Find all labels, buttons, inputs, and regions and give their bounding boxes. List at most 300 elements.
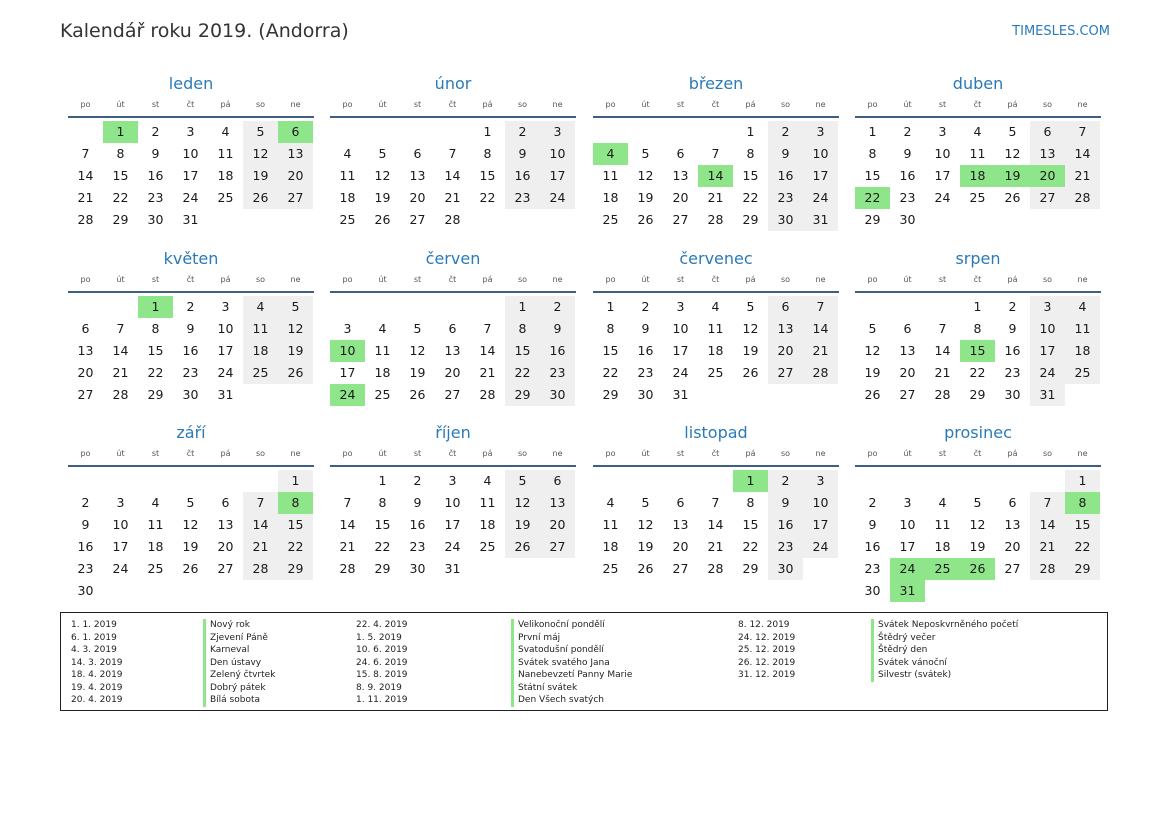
empty-day-cell — [925, 296, 960, 318]
day-cell: 30 — [864, 583, 881, 598]
header-rule — [593, 291, 839, 293]
weekend-day-cell: 1 — [278, 470, 313, 492]
day-cell: 20 — [672, 539, 689, 554]
legend-date-column — [738, 619, 795, 682]
legend-holiday-name: Svatodušní pondělí — [511, 644, 632, 657]
weekday-label: út — [903, 449, 912, 458]
empty-day-cell — [138, 580, 173, 602]
week-row — [593, 536, 839, 558]
day-cell: 29 — [742, 212, 759, 227]
empty-day-cell — [698, 384, 733, 406]
day-cell: 31 — [217, 387, 234, 402]
empty-day-cell — [243, 209, 278, 231]
holiday-day-cell: 10 — [330, 340, 365, 362]
day-grid — [593, 470, 839, 580]
weekend-day-cell: 22 — [1065, 536, 1100, 558]
empty-day-cell — [505, 209, 540, 231]
weekday-label: so — [517, 275, 528, 284]
day-cell: 22 — [969, 365, 986, 380]
month-name: srpen — [955, 249, 1001, 268]
legend-date-column — [71, 619, 123, 707]
empty-day-cell — [365, 121, 400, 143]
day-cell: 3 — [221, 299, 230, 314]
day-cell: 23 — [1004, 365, 1021, 380]
day-grid — [68, 121, 314, 231]
holiday-day-cell: 18 — [960, 165, 995, 187]
legend-holiday-name: Nanebevzetí Panny Marie — [511, 669, 632, 682]
empty-day-cell — [278, 384, 313, 406]
day-cell: 3 — [938, 124, 947, 139]
weekend-day-cell: 1 — [1065, 470, 1100, 492]
weekend-day-cell: 5 — [278, 296, 313, 318]
week-row — [68, 121, 314, 143]
empty-day-cell — [1065, 580, 1100, 602]
week-row — [68, 362, 314, 384]
day-cell: 25 — [374, 387, 391, 402]
day-cell: 7 — [343, 495, 352, 510]
empty-day-cell — [330, 296, 365, 318]
weekday-label: ne — [552, 275, 563, 284]
empty-day-cell — [103, 296, 138, 318]
day-cell: 9 — [903, 146, 912, 161]
holiday-day-cell: 6 — [278, 121, 313, 143]
day-cell: 11 — [339, 168, 356, 183]
day-cell: 14 — [934, 343, 951, 358]
day-cell: 6 — [448, 321, 457, 336]
weekend-day-cell: 8 — [505, 318, 540, 340]
day-cell: 6 — [221, 495, 230, 510]
day-cell: 14 — [479, 343, 496, 358]
empty-day-cell — [925, 470, 960, 492]
day-cell: 23 — [899, 190, 916, 205]
day-cell: 5 — [413, 321, 422, 336]
day-cell: 22 — [147, 365, 164, 380]
day-cell: 8 — [483, 146, 492, 161]
weekend-day-cell: 19 — [243, 165, 278, 187]
weekend-day-cell: 2 — [768, 470, 803, 492]
week-row — [593, 165, 839, 187]
day-cell: 17 — [339, 365, 356, 380]
empty-day-cell — [208, 470, 243, 492]
week-row — [855, 340, 1101, 362]
legend-holiday-name: Svátek vánoční — [871, 657, 1018, 670]
month-name: leden — [168, 74, 214, 93]
week-row — [330, 165, 576, 187]
weekday-label: st — [676, 100, 685, 109]
header-rule — [330, 116, 576, 118]
day-cell: 17 — [444, 517, 461, 532]
day-cell: 21 — [707, 190, 724, 205]
empty-day-cell — [995, 580, 1030, 602]
day-cell: 5 — [973, 495, 982, 510]
day-cell: 21 — [444, 190, 461, 205]
day-cell: 22 — [112, 190, 129, 205]
empty-day-cell — [243, 384, 278, 406]
week-row — [855, 121, 1101, 143]
weekend-day-cell: 27 — [540, 536, 575, 558]
day-cell: 11 — [374, 343, 391, 358]
weekday-label: út — [116, 275, 125, 284]
week-row — [593, 384, 839, 406]
day-grid — [68, 470, 314, 602]
week-row — [330, 318, 576, 340]
day-cell: 11 — [969, 146, 986, 161]
day-cell: 3 — [116, 495, 125, 510]
day-cell: 30 — [182, 387, 199, 402]
day-cell: 23 — [409, 539, 426, 554]
day-cell: 27 — [899, 387, 916, 402]
day-cell: 4 — [343, 146, 352, 161]
day-cell: 14 — [444, 168, 461, 183]
empty-day-cell — [400, 296, 435, 318]
month-name: červen — [425, 249, 481, 268]
weekend-day-cell: 17 — [1030, 340, 1065, 362]
empty-day-cell — [698, 121, 733, 143]
day-cell: 29 — [112, 212, 129, 227]
day-cell: 8 — [606, 321, 615, 336]
week-row — [330, 187, 576, 209]
day-cell: 20 — [1004, 539, 1021, 554]
empty-day-cell — [68, 121, 103, 143]
weekend-day-cell: 16 — [505, 165, 540, 187]
day-cell: 17 — [672, 343, 689, 358]
weekend-day-cell: 29 — [1065, 558, 1100, 580]
header-rule — [330, 291, 576, 293]
site-link[interactable]: TIMESLES.COM — [1012, 24, 1110, 39]
weekend-day-cell: 20 — [278, 165, 313, 187]
empty-day-cell — [540, 209, 575, 231]
weekend-day-cell: 26 — [278, 362, 313, 384]
week-row — [68, 296, 314, 318]
month-calendar — [330, 249, 576, 406]
week-row — [330, 209, 576, 231]
day-cell: 9 — [641, 321, 650, 336]
legend-date: 15. 8. 2019 — [356, 670, 408, 680]
weekday-label: út — [116, 449, 125, 458]
day-cell: 2 — [903, 124, 912, 139]
day-cell: 13 — [77, 343, 94, 358]
weekday-label: čt — [711, 449, 720, 458]
day-cell: 27 — [217, 561, 234, 576]
week-row — [330, 340, 576, 362]
day-cell: 15 — [112, 168, 129, 183]
weekend-day-cell: 25 — [243, 362, 278, 384]
weekend-day-cell: 4 — [243, 296, 278, 318]
week-row — [68, 514, 314, 536]
day-cell: 27 — [672, 561, 689, 576]
weekday-label: po — [867, 449, 878, 458]
holiday-day-cell: 24 — [330, 384, 365, 406]
empty-day-cell — [803, 558, 838, 580]
day-cell: 13 — [899, 343, 916, 358]
day-cell: 16 — [77, 539, 94, 554]
day-grid — [855, 121, 1101, 231]
day-cell: 4 — [151, 495, 160, 510]
weekday-label: ne — [1077, 100, 1088, 109]
weekend-day-cell: 3 — [1030, 296, 1065, 318]
day-cell: 26 — [742, 365, 759, 380]
empty-day-cell — [540, 558, 575, 580]
month-name: květen — [163, 249, 219, 268]
day-cell: 3 — [448, 473, 457, 488]
week-row — [68, 318, 314, 340]
weekday-label: pá — [745, 449, 756, 458]
day-cell: 14 — [707, 517, 724, 532]
legend-holiday-name: Silvestr (svátek) — [871, 669, 1018, 682]
day-cell: 23 — [637, 365, 654, 380]
weekend-day-cell: 18 — [1065, 340, 1100, 362]
day-cell: 10 — [112, 517, 129, 532]
empty-day-cell — [995, 209, 1030, 231]
weekday-label: po — [867, 275, 878, 284]
empty-day-cell — [138, 470, 173, 492]
weekday-header — [68, 98, 314, 112]
weekday-label: so — [255, 275, 266, 284]
weekend-day-cell: 14 — [243, 514, 278, 536]
weekend-day-cell: 28 — [1030, 558, 1065, 580]
day-cell: 13 — [217, 517, 234, 532]
legend-holiday-name: Den Všech svatých — [511, 694, 632, 707]
weekend-day-cell: 2 — [505, 121, 540, 143]
week-row — [330, 514, 576, 536]
weekday-label: ne — [552, 100, 563, 109]
day-cell: 11 — [602, 168, 619, 183]
weekday-label: čt — [186, 275, 195, 284]
week-row — [855, 536, 1101, 558]
weekday-label: ne — [815, 275, 826, 284]
weekday-label: ne — [290, 449, 301, 458]
day-cell: 20 — [77, 365, 94, 380]
weekend-day-cell: 21 — [803, 340, 838, 362]
day-cell: 11 — [707, 321, 724, 336]
day-cell: 23 — [864, 561, 881, 576]
day-cell: 4 — [378, 321, 387, 336]
weekend-day-cell: 22 — [505, 362, 540, 384]
weekday-header — [330, 447, 576, 461]
day-cell: 12 — [969, 517, 986, 532]
weekday-header — [855, 273, 1101, 287]
day-cell: 2 — [413, 473, 422, 488]
day-cell: 25 — [602, 561, 619, 576]
weekday-label: so — [1042, 449, 1053, 458]
weekend-day-cell: 11 — [1065, 318, 1100, 340]
day-cell: 10 — [444, 495, 461, 510]
day-cell: 2 — [641, 299, 650, 314]
weekday-label: út — [903, 275, 912, 284]
month-name: listopad — [684, 423, 748, 442]
legend-holiday-name: Svátek svatého Jana — [511, 657, 632, 670]
weekend-day-cell: 27 — [1030, 187, 1065, 209]
day-cell: 14 — [112, 343, 129, 358]
empty-day-cell — [103, 580, 138, 602]
day-cell: 27 — [444, 387, 461, 402]
empty-day-cell — [435, 121, 470, 143]
week-row — [330, 296, 576, 318]
weekend-day-cell: 14 — [803, 318, 838, 340]
day-cell: 16 — [637, 343, 654, 358]
week-row — [68, 384, 314, 406]
day-cell: 29 — [969, 387, 986, 402]
day-cell: 17 — [217, 343, 234, 358]
empty-day-cell — [960, 209, 995, 231]
day-cell: 12 — [864, 343, 881, 358]
day-cell: 12 — [637, 168, 654, 183]
weekend-day-cell: 31 — [1030, 384, 1065, 406]
day-cell: 30 — [77, 583, 94, 598]
day-cell: 10 — [217, 321, 234, 336]
day-cell: 8 — [746, 495, 755, 510]
weekend-day-cell: 29 — [278, 558, 313, 580]
weekday-label: po — [867, 100, 878, 109]
day-cell: 7 — [448, 146, 457, 161]
day-cell: 31 — [444, 561, 461, 576]
weekday-label: út — [641, 449, 650, 458]
legend-date: 26. 12. 2019 — [738, 657, 796, 668]
weekday-label: ne — [552, 449, 563, 458]
day-cell: 13 — [444, 343, 461, 358]
weekend-day-cell: 12 — [243, 143, 278, 165]
day-cell: 21 — [707, 539, 724, 554]
weekend-day-cell: 3 — [540, 121, 575, 143]
weekday-label: út — [378, 100, 387, 109]
day-cell: 18 — [479, 517, 496, 532]
month-name: září — [176, 423, 206, 442]
weekend-day-cell: 19 — [278, 340, 313, 362]
header-rule — [68, 465, 314, 467]
day-cell: 4 — [711, 299, 720, 314]
day-cell: 11 — [934, 517, 951, 532]
month-calendar — [855, 74, 1101, 231]
empty-day-cell — [855, 470, 890, 492]
weekday-label: so — [517, 449, 528, 458]
weekend-day-cell: 13 — [540, 492, 575, 514]
weekday-label: út — [378, 449, 387, 458]
weekday-label: po — [342, 275, 353, 284]
day-cell: 22 — [742, 190, 759, 205]
day-cell: 27 — [1004, 561, 1021, 576]
day-cell: 25 — [602, 212, 619, 227]
weekday-label: po — [80, 275, 91, 284]
empty-day-cell — [208, 209, 243, 231]
weekend-day-cell: 28 — [803, 362, 838, 384]
weekday-label: pá — [220, 449, 231, 458]
weekend-day-cell: 9 — [768, 143, 803, 165]
empty-day-cell — [768, 384, 803, 406]
week-row — [855, 580, 1101, 602]
empty-day-cell — [243, 580, 278, 602]
day-cell: 19 — [409, 365, 426, 380]
weekend-day-cell: 30 — [768, 209, 803, 231]
day-cell: 29 — [864, 212, 881, 227]
header-rule — [855, 465, 1101, 467]
day-cell: 24 — [182, 190, 199, 205]
weekday-label: čt — [186, 100, 195, 109]
day-cell: 7 — [711, 146, 720, 161]
day-cell: 2 — [81, 495, 90, 510]
day-cell: 11 — [479, 495, 496, 510]
day-cell: 28 — [707, 212, 724, 227]
weekday-label: st — [676, 275, 685, 284]
week-row — [855, 470, 1101, 492]
weekend-day-cell: 26 — [505, 536, 540, 558]
week-row — [330, 470, 576, 492]
weekday-label: út — [903, 100, 912, 109]
weekend-day-cell: 1 — [505, 296, 540, 318]
weekend-day-cell: 11 — [243, 318, 278, 340]
empty-day-cell — [400, 121, 435, 143]
day-cell: 12 — [637, 517, 654, 532]
month-calendar — [68, 423, 314, 602]
weekday-label: st — [151, 100, 160, 109]
empty-day-cell — [330, 470, 365, 492]
legend-date: 4. 3. 2019 — [71, 645, 117, 655]
month-calendar — [593, 74, 839, 231]
weekend-day-cell: 21 — [1030, 536, 1065, 558]
weekend-day-cell: 16 — [768, 514, 803, 536]
weekend-day-cell: 15 — [1065, 514, 1100, 536]
day-cell: 15 — [864, 168, 881, 183]
weekday-label: út — [116, 100, 125, 109]
day-cell: 20 — [672, 190, 689, 205]
day-cell: 20 — [444, 365, 461, 380]
day-cell: 5 — [378, 146, 387, 161]
holiday-day-cell: 8 — [1065, 492, 1100, 514]
day-cell: 1 — [483, 124, 492, 139]
empty-day-cell — [663, 121, 698, 143]
weekend-day-cell: 17 — [803, 165, 838, 187]
day-cell: 9 — [151, 146, 160, 161]
day-cell: 1 — [746, 124, 755, 139]
day-cell: 2 — [151, 124, 160, 139]
weekday-label: po — [342, 449, 353, 458]
weekend-day-cell: 9 — [505, 143, 540, 165]
day-cell: 2 — [186, 299, 195, 314]
weekday-label: st — [676, 449, 685, 458]
empty-day-cell — [733, 384, 768, 406]
weekday-label: út — [641, 100, 650, 109]
weekday-label: pá — [1007, 100, 1018, 109]
weekday-label: čt — [973, 449, 982, 458]
day-cell: 22 — [602, 365, 619, 380]
weekend-day-cell: 13 — [278, 143, 313, 165]
weekday-label: pá — [745, 275, 756, 284]
weekend-day-cell: 10 — [803, 143, 838, 165]
day-cell: 18 — [147, 539, 164, 554]
day-cell: 2 — [868, 495, 877, 510]
weekday-label: pá — [1007, 449, 1018, 458]
weekday-label: po — [605, 275, 616, 284]
weekday-label: po — [605, 449, 616, 458]
day-cell: 26 — [374, 212, 391, 227]
legend-holiday-name: Štědrý den — [871, 644, 1018, 657]
empty-day-cell — [470, 209, 505, 231]
day-cell: 11 — [217, 146, 234, 161]
empty-day-cell — [1065, 384, 1100, 406]
holiday-day-cell: 24 — [890, 558, 925, 580]
weekend-day-cell: 20 — [540, 514, 575, 536]
month-calendar — [593, 249, 839, 406]
legend-date: 31. 12. 2019 — [738, 670, 796, 680]
weekday-label: so — [1042, 100, 1053, 109]
day-cell: 26 — [1004, 190, 1021, 205]
day-grid — [593, 296, 839, 406]
day-cell: 19 — [637, 539, 654, 554]
day-cell: 18 — [217, 168, 234, 183]
day-cell: 28 — [934, 387, 951, 402]
day-cell: 8 — [746, 146, 755, 161]
weekday-label: čt — [973, 100, 982, 109]
weekend-day-cell: 14 — [1030, 514, 1065, 536]
